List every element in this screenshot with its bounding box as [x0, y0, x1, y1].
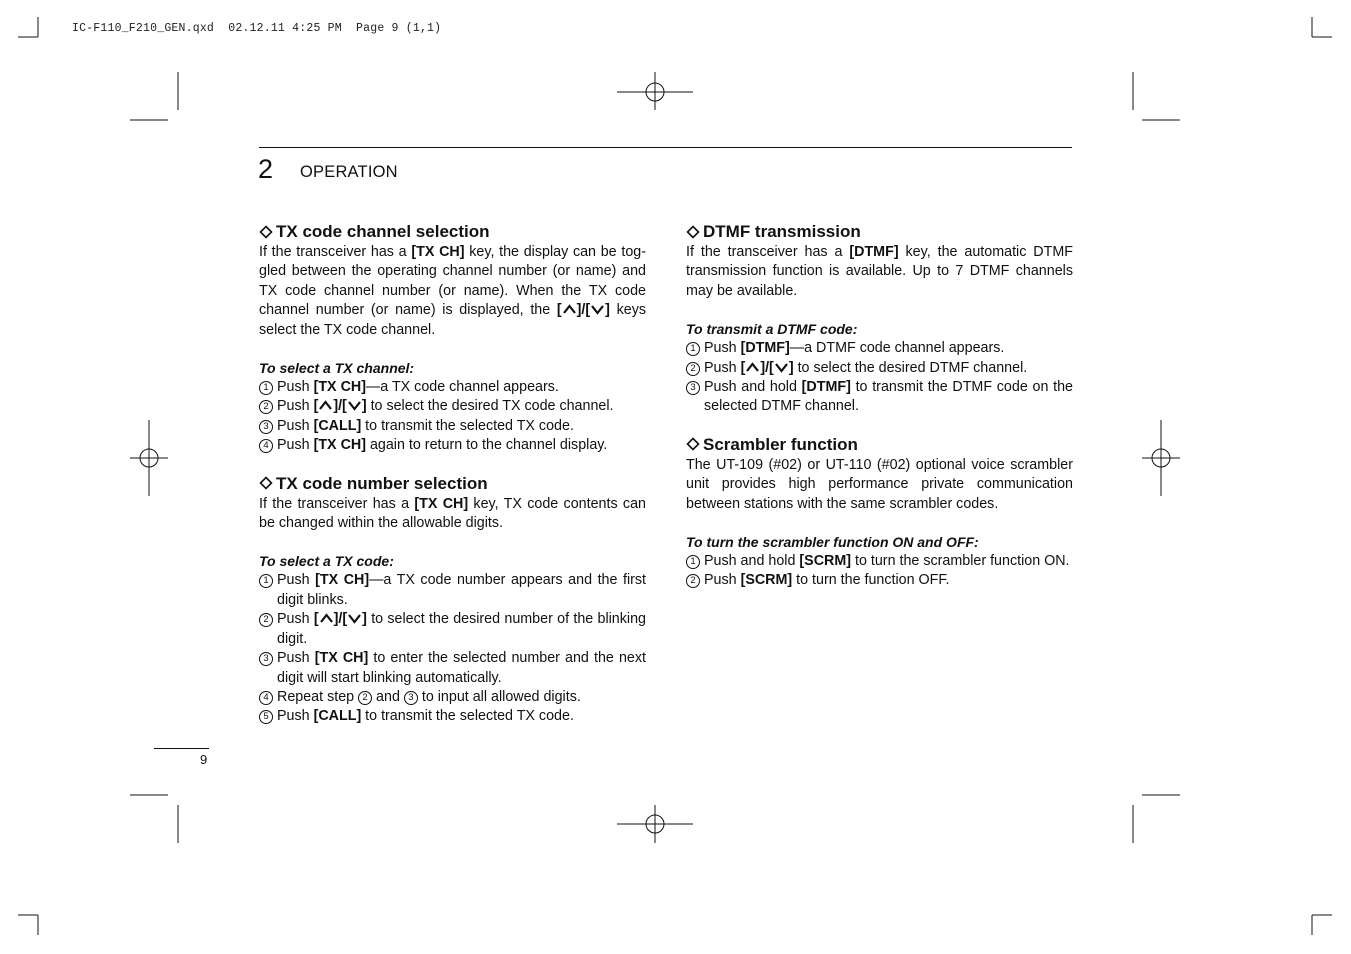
- diamond-outline-icon: [259, 476, 273, 490]
- down-arrow-icon: [590, 303, 605, 315]
- circled-number: 2: [686, 362, 700, 376]
- step-item: 4 Push [TX CH] again to return to the channel display.: [259, 436, 646, 455]
- procedure-heading: To select a TX code:: [259, 553, 394, 570]
- down-arrow-icon: [347, 399, 362, 411]
- section-intro: The UT-109 (#02) or UT-110 (#02) optional voice scrambler unit provides high performance private communication between stations with the same scrambler codes.: [686, 456, 1073, 512]
- section-intro: If the transceiver has a [TX CH] key, TX code contents can be changed within the allowable digits.: [259, 495, 646, 532]
- right-column: [686, 221, 1073, 591]
- page-number: 9: [200, 752, 208, 767]
- circled-number: 4: [259, 439, 273, 453]
- section-title: Scrambler function: [686, 434, 1073, 455]
- registration-target-right: [1142, 420, 1180, 496]
- step-item: 1 Push and hold [SCRM] to turn the scrambler function ON.: [686, 552, 1073, 571]
- header-rule: [259, 147, 1072, 148]
- circled-number: 1: [686, 555, 700, 569]
- circled-number: 3: [259, 420, 273, 434]
- up-down-keys: [ ]/[ ]: [556, 302, 610, 319]
- registration-target-top: [617, 72, 693, 110]
- up-down-keys: [ ]/[ ]: [740, 359, 794, 376]
- circled-number: 2: [259, 613, 273, 627]
- step-item: 3 Push and hold [DTMF] to transmit the DTMF code on the selected DTMF channel.: [686, 378, 1073, 417]
- circled-number: 5: [259, 710, 273, 724]
- up-arrow-icon: [318, 399, 333, 411]
- page-number-rule: [154, 748, 209, 749]
- diamond-outline-icon: [259, 225, 273, 239]
- circled-number: 1: [686, 342, 700, 356]
- procedure-steps: [259, 378, 646, 456]
- section-scrambler-function: [686, 434, 1073, 591]
- left-column: [259, 221, 646, 727]
- chapter-title: OPERATION: [300, 163, 398, 181]
- section-intro: If the transceiver has a [TX CH] key, the display can be toggled between the operating channel number (or name) and TX code channel number (or name). When the TX code channel number (or name) is displayed, the [ ]/[ ] keys select the TX code channel.: [259, 244, 646, 338]
- key-label: [TX CH]: [414, 495, 469, 512]
- down-arrow-icon: [347, 612, 362, 624]
- circled-number: 3: [404, 691, 418, 705]
- step-item: 4 Repeat step 2 and 3 to input all allowed digits.: [259, 688, 646, 707]
- section-tx-code-channel-selection: [259, 221, 646, 456]
- diamond-outline-icon: [686, 437, 700, 451]
- procedure-steps: [686, 552, 1073, 591]
- down-arrow-icon: [774, 361, 789, 373]
- step-item: 2 Push [ ]/[ ] to select the desired TX code channel.: [259, 397, 646, 416]
- step-item: 5 Push [CALL] to transmit the selected TX code.: [259, 707, 646, 726]
- key-label: [DTMF]: [849, 244, 899, 260]
- section-dtmf-transmission: [686, 221, 1073, 417]
- step-item: 1 Push [TX CH]—a TX code number appears and the first digit blinks.: [259, 571, 646, 610]
- up-arrow-icon: [319, 612, 334, 624]
- section-title: TX code number selection: [259, 473, 646, 494]
- circled-number: 1: [259, 574, 273, 588]
- up-down-keys: [ ]/[ ]: [313, 611, 367, 628]
- circled-number: 2: [358, 691, 372, 705]
- up-arrow-icon: [745, 361, 760, 373]
- chapter-number: 2: [258, 154, 274, 184]
- procedure-steps: [259, 571, 646, 726]
- circled-number: 3: [259, 652, 273, 666]
- step-item: 2 Push [ ]/[ ] to select the desired number of the blinking digit.: [259, 610, 646, 649]
- section-tx-code-number-selection: [259, 473, 646, 727]
- up-down-keys: [ ]/[ ]: [313, 398, 367, 415]
- step-item: 1 Push [TX CH]—a TX code channel appears.: [259, 378, 646, 397]
- section-title: DTMF transmission: [686, 221, 1073, 242]
- print-slug: IC-F110_F210_GEN.qxd 02.12.11 4:25 PM Page 9 (1,1): [72, 22, 442, 35]
- circled-number: 1: [259, 381, 273, 395]
- procedure-heading: To select a TX channel:: [259, 360, 415, 377]
- procedure-heading: To turn the scrambler function ON and OFF:: [686, 534, 979, 551]
- procedure-steps: [686, 339, 1073, 417]
- circled-number: 3: [686, 381, 700, 395]
- step-item: 1 Push [DTMF]—a DTMF code channel appears.: [686, 339, 1073, 358]
- registration-target-bottom: [617, 805, 693, 843]
- section-intro: If the transceiver has a [DTMF] key, the automatic DTMF transmission function is available. Up to 7 DTMF channels may be available.: [686, 244, 1073, 299]
- up-arrow-icon: [562, 303, 577, 315]
- section-title: TX code channel selection: [259, 221, 646, 242]
- key-label: [TX CH]: [411, 244, 465, 260]
- circled-number: 2: [686, 574, 700, 588]
- step-item: 2 Push [SCRM] to turn the function OFF.: [686, 571, 1073, 590]
- circled-number: 2: [259, 400, 273, 414]
- registration-target-left: [130, 420, 168, 496]
- step-item: 2 Push [ ]/[ ] to select the desired DTMF channel.: [686, 359, 1073, 378]
- circled-number: 4: [259, 691, 273, 705]
- step-item: 3 Push [TX CH] to enter the selected number and the next digit will start blinking automatically.: [259, 649, 646, 688]
- diamond-outline-icon: [686, 225, 700, 239]
- procedure-heading: To transmit a DTMF code:: [686, 321, 858, 338]
- step-item: 3 Push [CALL] to transmit the selected TX code.: [259, 417, 646, 436]
